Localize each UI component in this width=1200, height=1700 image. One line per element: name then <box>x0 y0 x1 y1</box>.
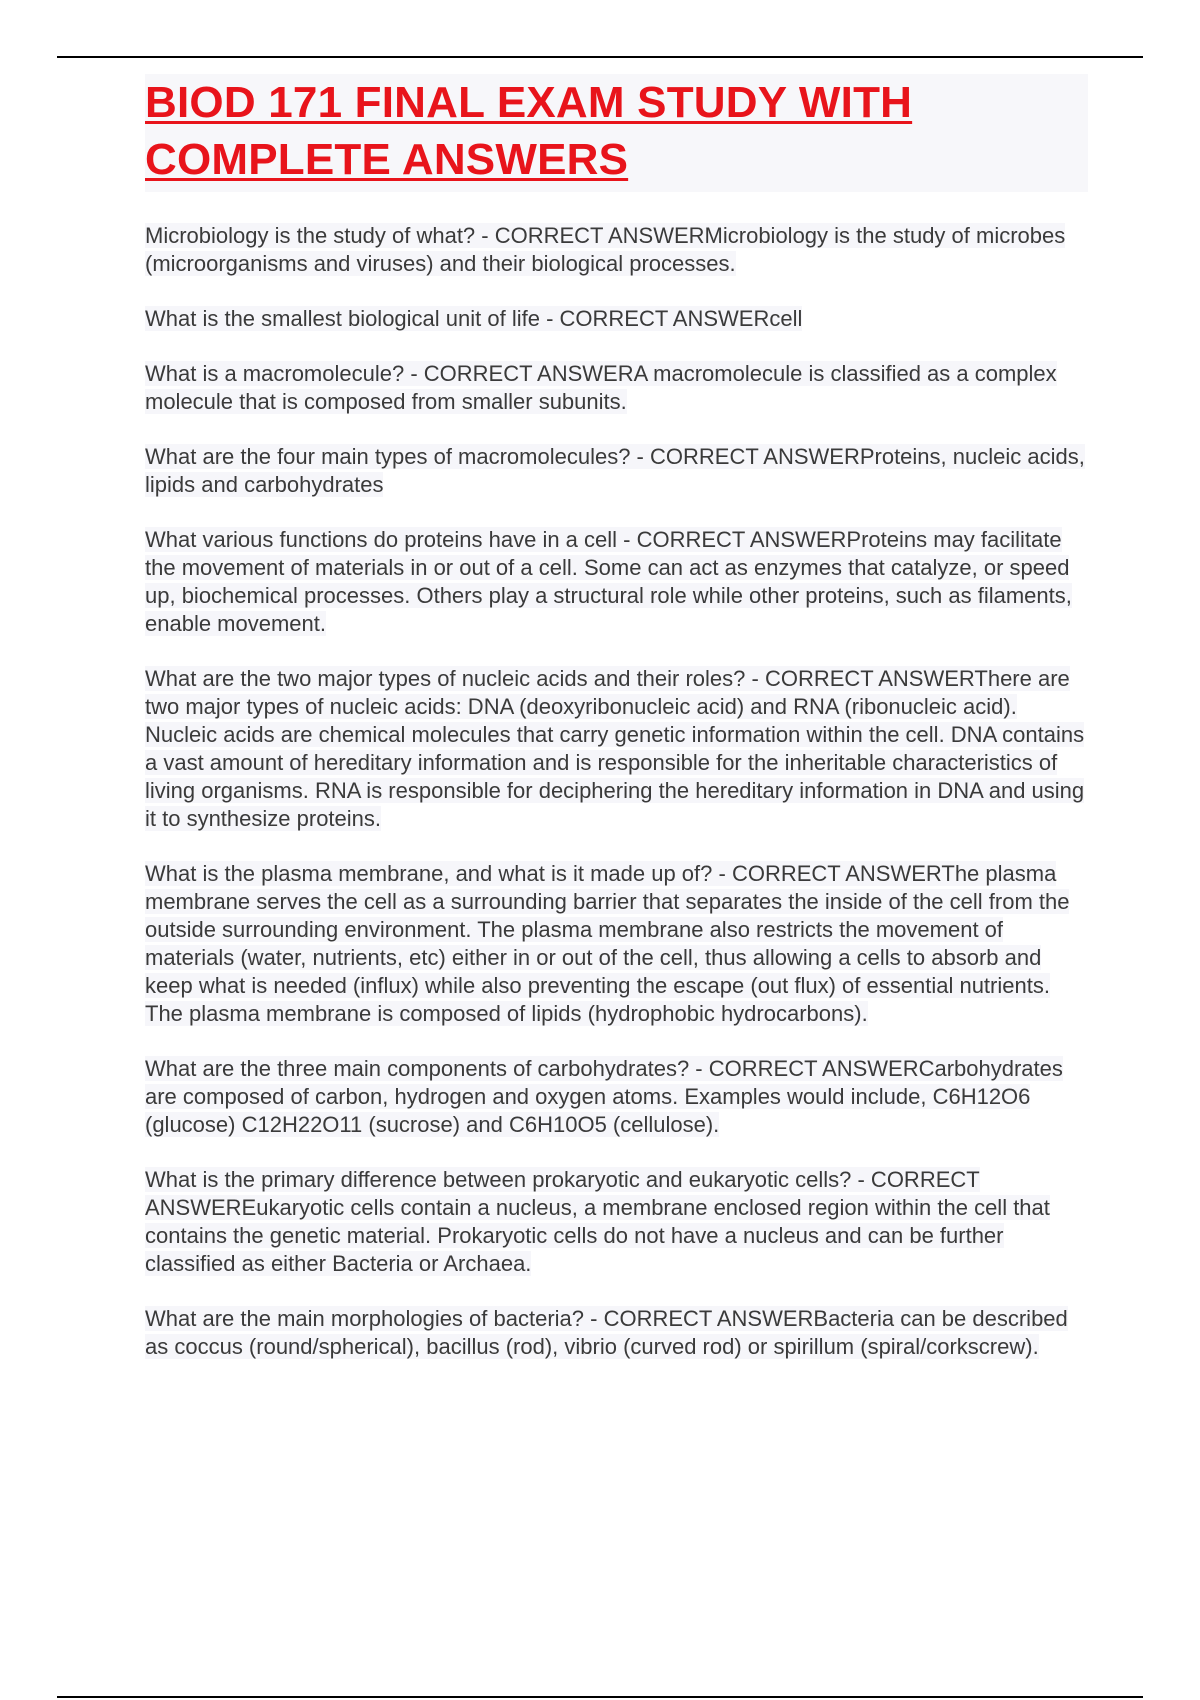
document-body <box>145 74 1088 1388</box>
qa-item-10: What are the main morphologies of bacteria? - CORRECT ANSWERBacteria can be described as coccus (round/spherical), bacillus (rod), vibrio (curved rod) or spirillum (spiral/corkscrew). <box>145 1306 1068 1359</box>
qa-item-2: What is the smallest biological unit of life - CORRECT ANSWERcell <box>145 306 803 331</box>
qa-item-1: Microbiology is the study of what? - CORRECT ANSWERMicrobiology is the study of microbes (microorganisms and viruses) and their biological processes. <box>145 223 1066 276</box>
bottom-rule <box>57 1696 1143 1698</box>
qa-item-5: What various functions do proteins have in a cell - CORRECT ANSWERProteins may facilitate the movement of materials in or out of a cell. Some can act as enzymes that catalyze, or speed up, biochemical processes. Others play a structural role while other proteins, such as filaments, enable movement. <box>145 527 1072 636</box>
title-block <box>145 74 1088 192</box>
document-title: BIOD 171 FINAL EXAM STUDY WITH COMPLETE ANSWERS <box>145 78 913 184</box>
qa-item-6: What are the two major types of nucleic acids and their roles? - CORRECT ANSWERThere are two major types of nucleic acids: DNA (deoxyribonucleic acid) and RNA (ribonucleic acid). Nucleic acids are chemical molecules that carry genetic information within the cell. DNA contains a vast amount of hereditary information and is responsible for the inheritable characteristics of living organisms. RNA is responsible for deciphering the hereditary information in DNA and using it to synthesize proteins. <box>145 666 1085 831</box>
qa-item-3: What is a macromolecule? - CORRECT ANSWERA macromolecule is classified as a complex molecule that is composed from smaller subunits. <box>145 361 1057 414</box>
qa-item-9: What is the primary difference between prokaryotic and eukaryotic cells? - CORRECT ANSWEREukaryotic cells contain a nucleus, a membrane enclosed region within the cell that contains the genetic material. Prokaryotic cells do not have a nucleus and can be further classified as either Bacteria or Archaea. <box>145 1167 1050 1276</box>
qa-item-7: What is the plasma membrane, and what is it made up of? - CORRECT ANSWERThe plasma membrane serves the cell as a surrounding barrier that separates the inside of the cell from the outside surrounding environment. The plasma membrane also restricts the movement of materials (water, nutrients, etc) either in or out of the cell, thus allowing a cells to absorb and keep what is needed (influx) while also preventing the escape (out flux) of essential nutrients. The plasma membrane is composed of lipids (hydrophobic hydrocarbons). <box>145 861 1070 1026</box>
qa-item-8: What are the three main components of carbohydrates? - CORRECT ANSWERCarbohydrates are composed of carbon, hydrogen and oxygen atoms. Examples would include, C6H12O6 (glucose) C12H22O11 (sucrose) and C6H10O5 (cellulose). <box>145 1056 1063 1137</box>
qa-item-4: What are the four main types of macromolecules? - CORRECT ANSWERProteins, nucleic acids, lipids and carbohydrates <box>145 444 1085 497</box>
top-rule <box>57 56 1143 58</box>
